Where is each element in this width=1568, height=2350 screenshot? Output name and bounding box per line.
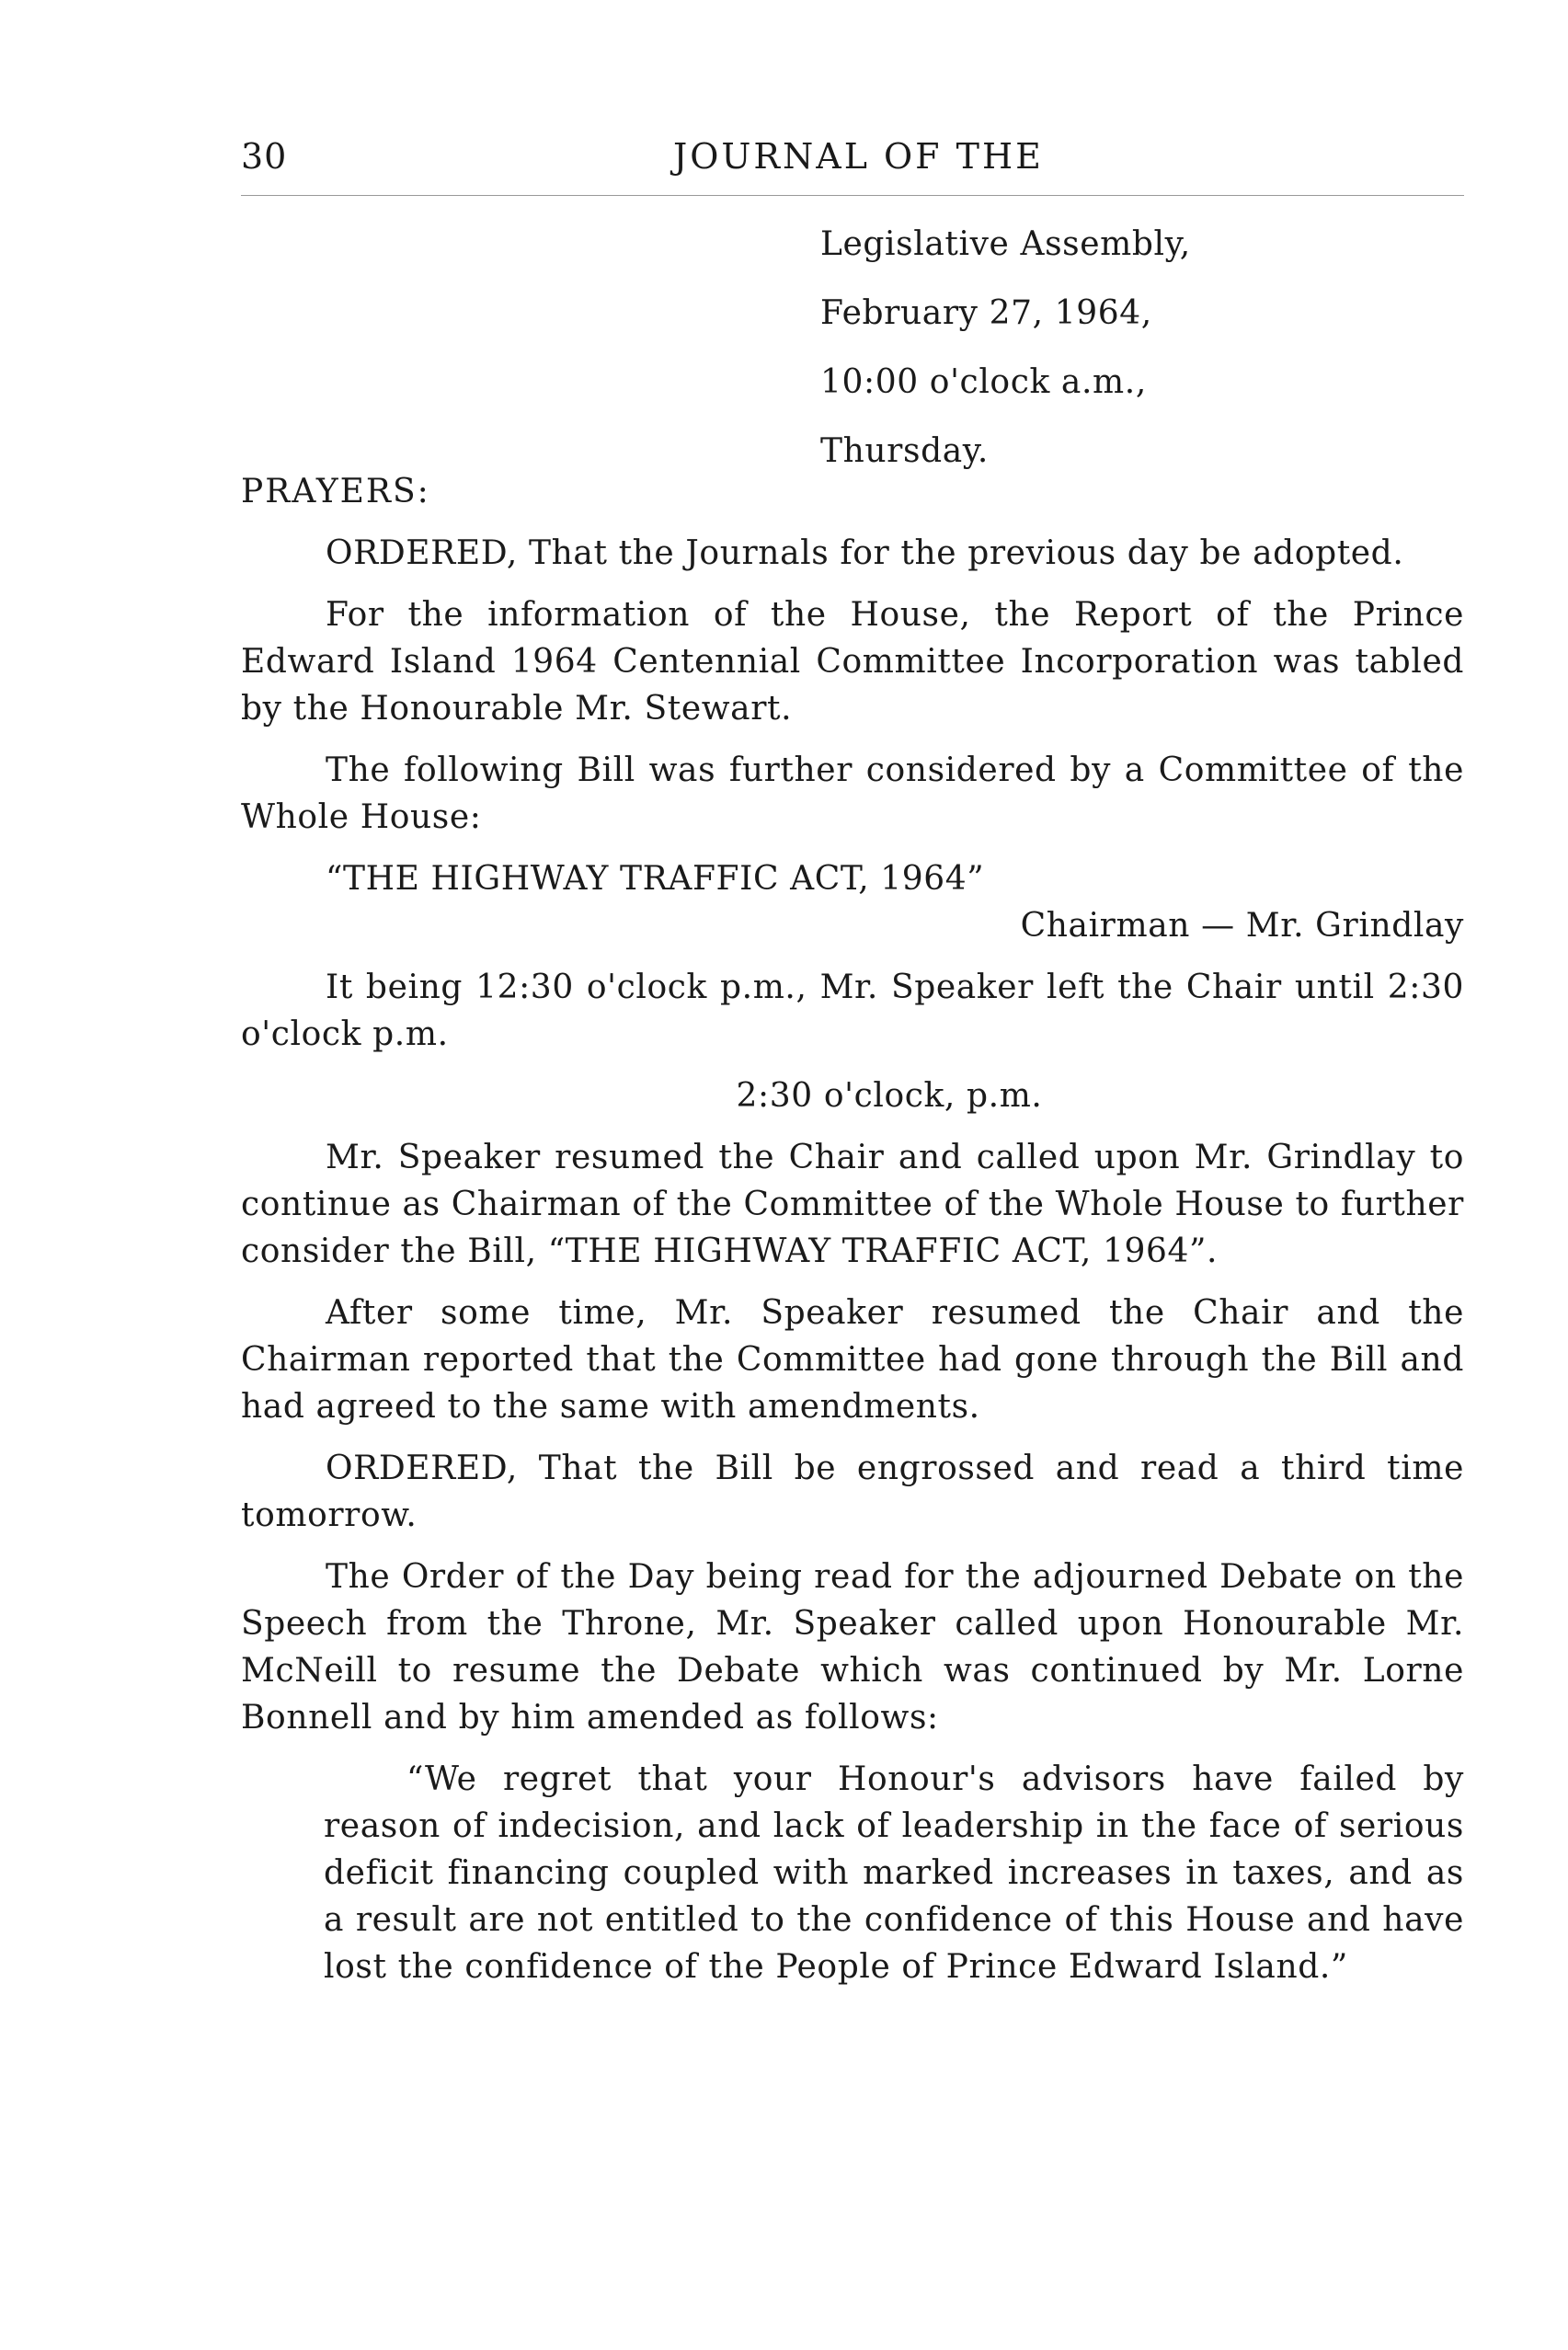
bill-considered-paragraph: The following Bill was further considered by a Committee of the Whole House:	[241, 751, 1464, 836]
speaker-resumed-paragraph: Mr. Speaker resumed the Chair and called upon Mr. Grindlay to continue as Chairman of the Committee of the Whole House to further consider the Bill, “THE HIGHWAY TRAFFIC ACT, 1964”.	[241, 1139, 1464, 1270]
report-tabled-paragraph: For the information of the House, the Report of the Prince Edward Island 1964 Centennial Committee Incorporation was tabled by the Honourable Mr. Stewart.	[241, 596, 1464, 728]
dateline-time: 10:00 o'clock a.m.,	[820, 363, 1147, 401]
running-title: JOURNAL OF THE	[673, 136, 1044, 177]
dateline-date: February 27, 1964,	[820, 294, 1152, 332]
header-rule	[241, 195, 1464, 196]
order-of-day-paragraph: The Order of the Day being read for the adjourned Debate on the Speech from the Throne, Mr. Speaker called upon Honourable Mr. McNeill to resume the Debate which was continued by Mr. Lorne Bonnell and by him amended as follows:	[241, 1558, 1464, 1737]
afternoon-time-heading: 2:30 o'clock, p.m.	[736, 1077, 1043, 1115]
dateline-assembly: Legislative Assembly,	[820, 225, 1191, 263]
amendment-quote: “We regret that your Honour's advisors have failed by reason of indecision, and lack of leadership in the face of serious deficit financing coupled with marked increases in taxes, and as a result are not entitled to the confidence of this House and have lost the confidence of the People of Prince Edward Island.”	[324, 1760, 1464, 1986]
prayers-heading: PRAYERS:	[241, 473, 430, 510]
journal-body	[241, 221, 1464, 1990]
speaker-left-paragraph: It being 12:30 o'clock p.m., Mr. Speaker left the Chair until 2:30 o'clock p.m.	[241, 969, 1464, 1053]
bill-title: “THE HIGHWAY TRAFFIC ACT, 1964”	[326, 860, 985, 898]
dateline	[820, 221, 1464, 476]
chairman-reported-paragraph: After some time, Mr. Speaker resumed the Chair and the Chairman reported that the Committee had gone through the Bill and had agreed to the same with amendments.	[241, 1294, 1464, 1426]
ordered-engrossed-paragraph: ORDERED, That the Bill be engrossed and read a third time tomorrow.	[241, 1450, 1464, 1534]
committee-chairman: Chairman — Mr. Grindlay	[1020, 907, 1464, 945]
page-header	[241, 136, 1464, 191]
page-number: 30	[241, 136, 288, 177]
dateline-weekday: Thursday.	[820, 432, 989, 470]
ordered-journals-paragraph: ORDERED, That the Journals for the previous day be adopted.	[326, 534, 1404, 572]
